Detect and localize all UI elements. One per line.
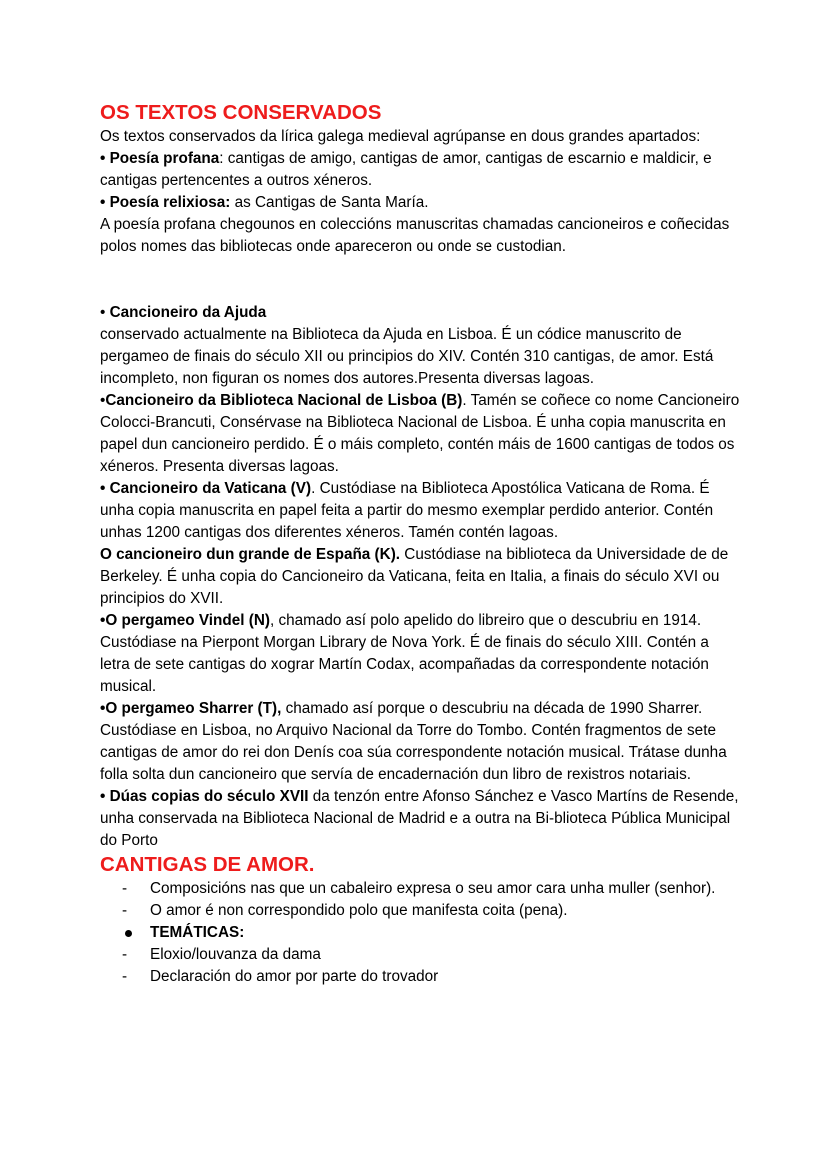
list-item-text: Declaración do amor por parte do trovador — [150, 968, 439, 985]
heading-cantigas-de-amor: CANTIGAS DE AMOR. — [100, 853, 315, 876]
cancioneiro-ajuda-text: conservado actualmente na Biblioteca da Ajuda en Lisboa. É un códice manuscrito de pergameo de finais do século XII ou principios do XIV. Contén 310 cantigas, de amor. Está incompleto, non figuran os nomes dos autores.Presenta diversas lagoas. — [100, 326, 714, 387]
dash-marker: - — [122, 902, 128, 919]
duas-copias-text: da tenzón entre Afonso Sánchez e Vasco Martíns de Resende, unha conservada na Biblioteca Nacional de Madrid e a outra na Bi-blioteca Pública Municipal do Porto — [100, 788, 739, 849]
pergameo-vindel-title: •O pergameo Vindel (N) — [100, 612, 270, 629]
duas-copias — [100, 786, 740, 852]
outro-paragraph: A poesía profana chegounos en coleccións manuscritas chamadas cancioneiros e coñecidas polos nomes das bibliotecas onde apareceron ou onde se custodian. — [100, 216, 730, 255]
cancioneiro-lisboa — [100, 390, 740, 478]
cancioneiro-lisboa-bullet: • — [100, 392, 106, 409]
list-item-text: Eloxio/louvanza da dama — [150, 946, 321, 963]
cancioneiro-espana — [100, 544, 740, 610]
tematicas-label: TEMÁTICAS: — [150, 924, 245, 941]
pergameo-sharrer-title: •O pergameo Sharrer (T), — [100, 700, 282, 717]
poesia-relixiosa-text: as Cantigas de Santa María. — [230, 194, 429, 211]
dash-marker: - — [122, 880, 128, 897]
cancioneiro-vaticana — [100, 478, 740, 544]
poesia-relixiosa-item — [100, 192, 740, 214]
cantigas-amor-list — [100, 878, 740, 988]
paragraph-gap — [100, 258, 740, 302]
intro-paragraph: Os textos conservados da lírica galega medieval agrúpanse en dous grandes apartados: — [100, 128, 701, 145]
pergameo-sharrer-text: chamado así porque o descubriu na década de 1990 Sharrer. Custódiase en Lisboa, no Arquivo Nacional da Torre do Tombo. Contén fragmentos de sete cantigas de amor do rei don Denís coa súa correspondente notación musical. Trátase dunha folla solta dun cancioneiro que servía de encadernación dun libro de rexistros notariais. — [100, 700, 727, 783]
cancioneiro-ajuda-title: Cancioneiro da Ajuda — [109, 304, 267, 321]
poesia-profana-label: • Poesía profana — [100, 150, 220, 167]
cancioneiro-espana-title: O cancioneiro dun grande de España (K). — [100, 546, 401, 563]
poesia-profana-text: : cantigas de amigo, cantigas de amor, cantigas de escarnio e maldicir, e cantigas pertencentes a outros xéneros. — [100, 150, 712, 189]
duas-copias-title: • Dúas copias do século XVII — [100, 788, 309, 805]
list-item-text: O amor é non correspondido polo que manifesta coita (pena). — [150, 902, 568, 919]
cancioneiro-ajuda — [100, 302, 740, 390]
cancioneiro-vaticana-title: • Cancioneiro da Vaticana (V) — [100, 480, 312, 497]
list-item — [100, 966, 740, 988]
poesia-relixiosa-label: • Poesía relixiosa: — [100, 194, 231, 211]
list-item — [100, 900, 740, 922]
cancioneiro-lisboa-title: Cancioneiro da Biblioteca Nacional de Lisboa (B) — [105, 392, 463, 409]
list-item-text: Composicións nas que un cabaleiro expresa o seu amor cara unha muller (senhor). — [150, 880, 716, 897]
pergameo-sharrer — [100, 698, 740, 786]
dash-marker: - — [122, 946, 128, 963]
list-item — [100, 944, 740, 966]
cancioneiro-espana-text: Custódiase na biblioteca da Universidade de de Berkeley. É unha copia do Cancioneiro da Vaticana, feita en Italia, a finais do século XVI ou principios do XVII. — [100, 546, 729, 607]
bullet-dot-icon — [125, 930, 132, 937]
heading-textos-conservados: OS TEXTOS CONSERVADOS — [100, 101, 382, 124]
list-item — [100, 878, 740, 900]
cancioneiro-lisboa-text: . Tamén se coñece co nome Cancioneiro Colocci-Brancuti, Consérvase na Biblioteca Nacional de Lisboa. É unha copia manuscrita en papel dun cancioneiro perdido. É o máis completo, contén máis de 1600 cantigas de todos os xéneros. Presenta diversas lagoas. — [100, 392, 740, 475]
cancioneiro-vaticana-text: . Custódiase na Biblioteca Apostólica Vaticana de Roma. É unha copia manuscrita en papel feita a partir do mesmo exemplar perdido anterior. Contén unhas 1200 cantigas dos diferentes xéneros. Tamén contén lagoas. — [100, 480, 714, 541]
cancioneiro-ajuda-bullet: • — [100, 304, 110, 321]
pergameo-vindel — [100, 610, 740, 698]
poesia-profana-item — [100, 148, 740, 192]
list-item — [100, 922, 740, 944]
document-content — [100, 100, 740, 988]
dash-marker: - — [122, 968, 128, 985]
pergameo-vindel-text: , chamado así polo apelido do libreiro que o descubriu en 1914. Custódiase na Pierpont Morgan Library de Nova York. É de finais do século XIII. Contén a letra de sete cantigas do xograr Martín Codax, acompañadas da correspondente notación musical. — [100, 612, 709, 695]
